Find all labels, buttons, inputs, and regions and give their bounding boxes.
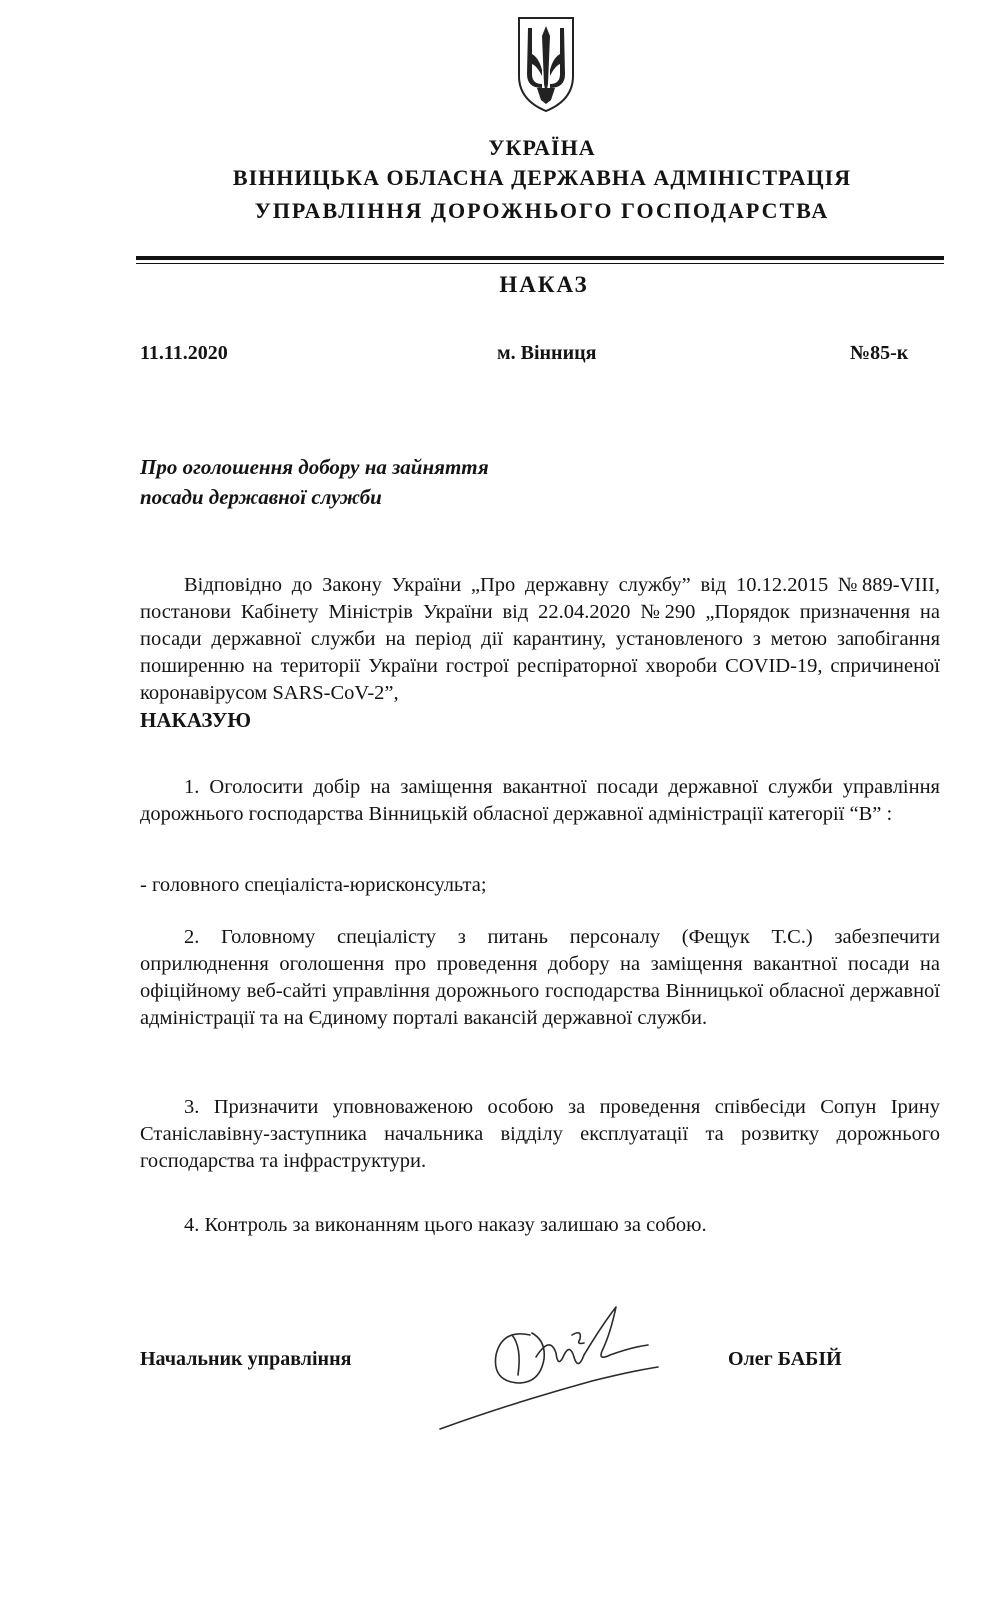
header-administration: ВІННИЦЬКА ОБЛАСНА ДЕРЖАВНА АДМІНІСТРАЦІЯ: [232, 165, 852, 190]
document-type: НАКАЗ: [499, 272, 589, 297]
document-date: 11.11.2020: [140, 342, 228, 364]
item-3-text: 3. Призначити уповноваженою особою за проведення співбесіди Сопун Ірину Станіславівну-заступника начальника відділу експлуатації та розвитку дорожнього господарства та інфраструктури.: [140, 1096, 940, 1172]
subject-line-1: Про оголошення добору на зайняття: [140, 455, 489, 479]
order-item-2: [140, 924, 940, 1032]
item-1-text: 1. Оголосити добір на заміщення вакантної посади державної служби управління дорожнього господарства Вінницькій обласної державної адміністрації категорії “В” :: [140, 776, 940, 825]
signatory-name: Олег БАБІЙ: [728, 1348, 842, 1370]
trident-coat-of-arms-icon: [515, 14, 577, 114]
order-item-4: [140, 1212, 940, 1239]
intro-paragraph: [140, 572, 940, 735]
order-word: НАКАЗУЮ: [140, 708, 251, 732]
handwritten-signature-icon: [432, 1295, 672, 1440]
document-city: м. Вінниця: [497, 342, 597, 364]
document-subject: [140, 452, 489, 512]
order-item-1-list: [140, 872, 940, 899]
subject-line-2: посади державної служби: [140, 485, 382, 509]
item-1-list-text: - головного спеціаліста-юрисконсульта;: [140, 874, 487, 896]
item-4-text: 4. Контроль за виконанням цього наказу залишаю за собою.: [184, 1214, 707, 1236]
document-number: №85-к: [850, 342, 909, 364]
header-country: УКРАЇНА: [488, 135, 596, 160]
signatory-position: Начальник управління: [140, 1348, 352, 1370]
header-divider-thick: [136, 256, 944, 260]
order-item-1: [140, 774, 940, 828]
item-2-text: 2. Головному спеціалісту з питань персоналу (Фещук Т.С.) забезпечити оприлюднення оголошення про проведення добору на заміщення вакантної посади на офіційному веб-сайті управління дорожнього господарства Вінницької обласної державної адміністрації та на Єдиному порталі вакансій державної служби.: [140, 926, 940, 1029]
header-department: УПРАВЛІННЯ ДОРОЖНЬОГО ГОСПОДАРСТВА: [254, 198, 830, 223]
order-item-3: [140, 1094, 940, 1175]
header-divider-thin: [136, 263, 944, 264]
intro-text: Відповідно до Закону України „Про державну службу” від 10.12.2015 №889-VIII, постанови Кабінету Міністрів України від 22.04.2020 №290 „Порядок призначення на посади державної служби на період дії карантину, установленого з метою запобігання поширенню на території України гострої респіраторної хвороби COVID-19, спричиненої коронавірусом SARS-CoV-2”,: [140, 574, 940, 704]
